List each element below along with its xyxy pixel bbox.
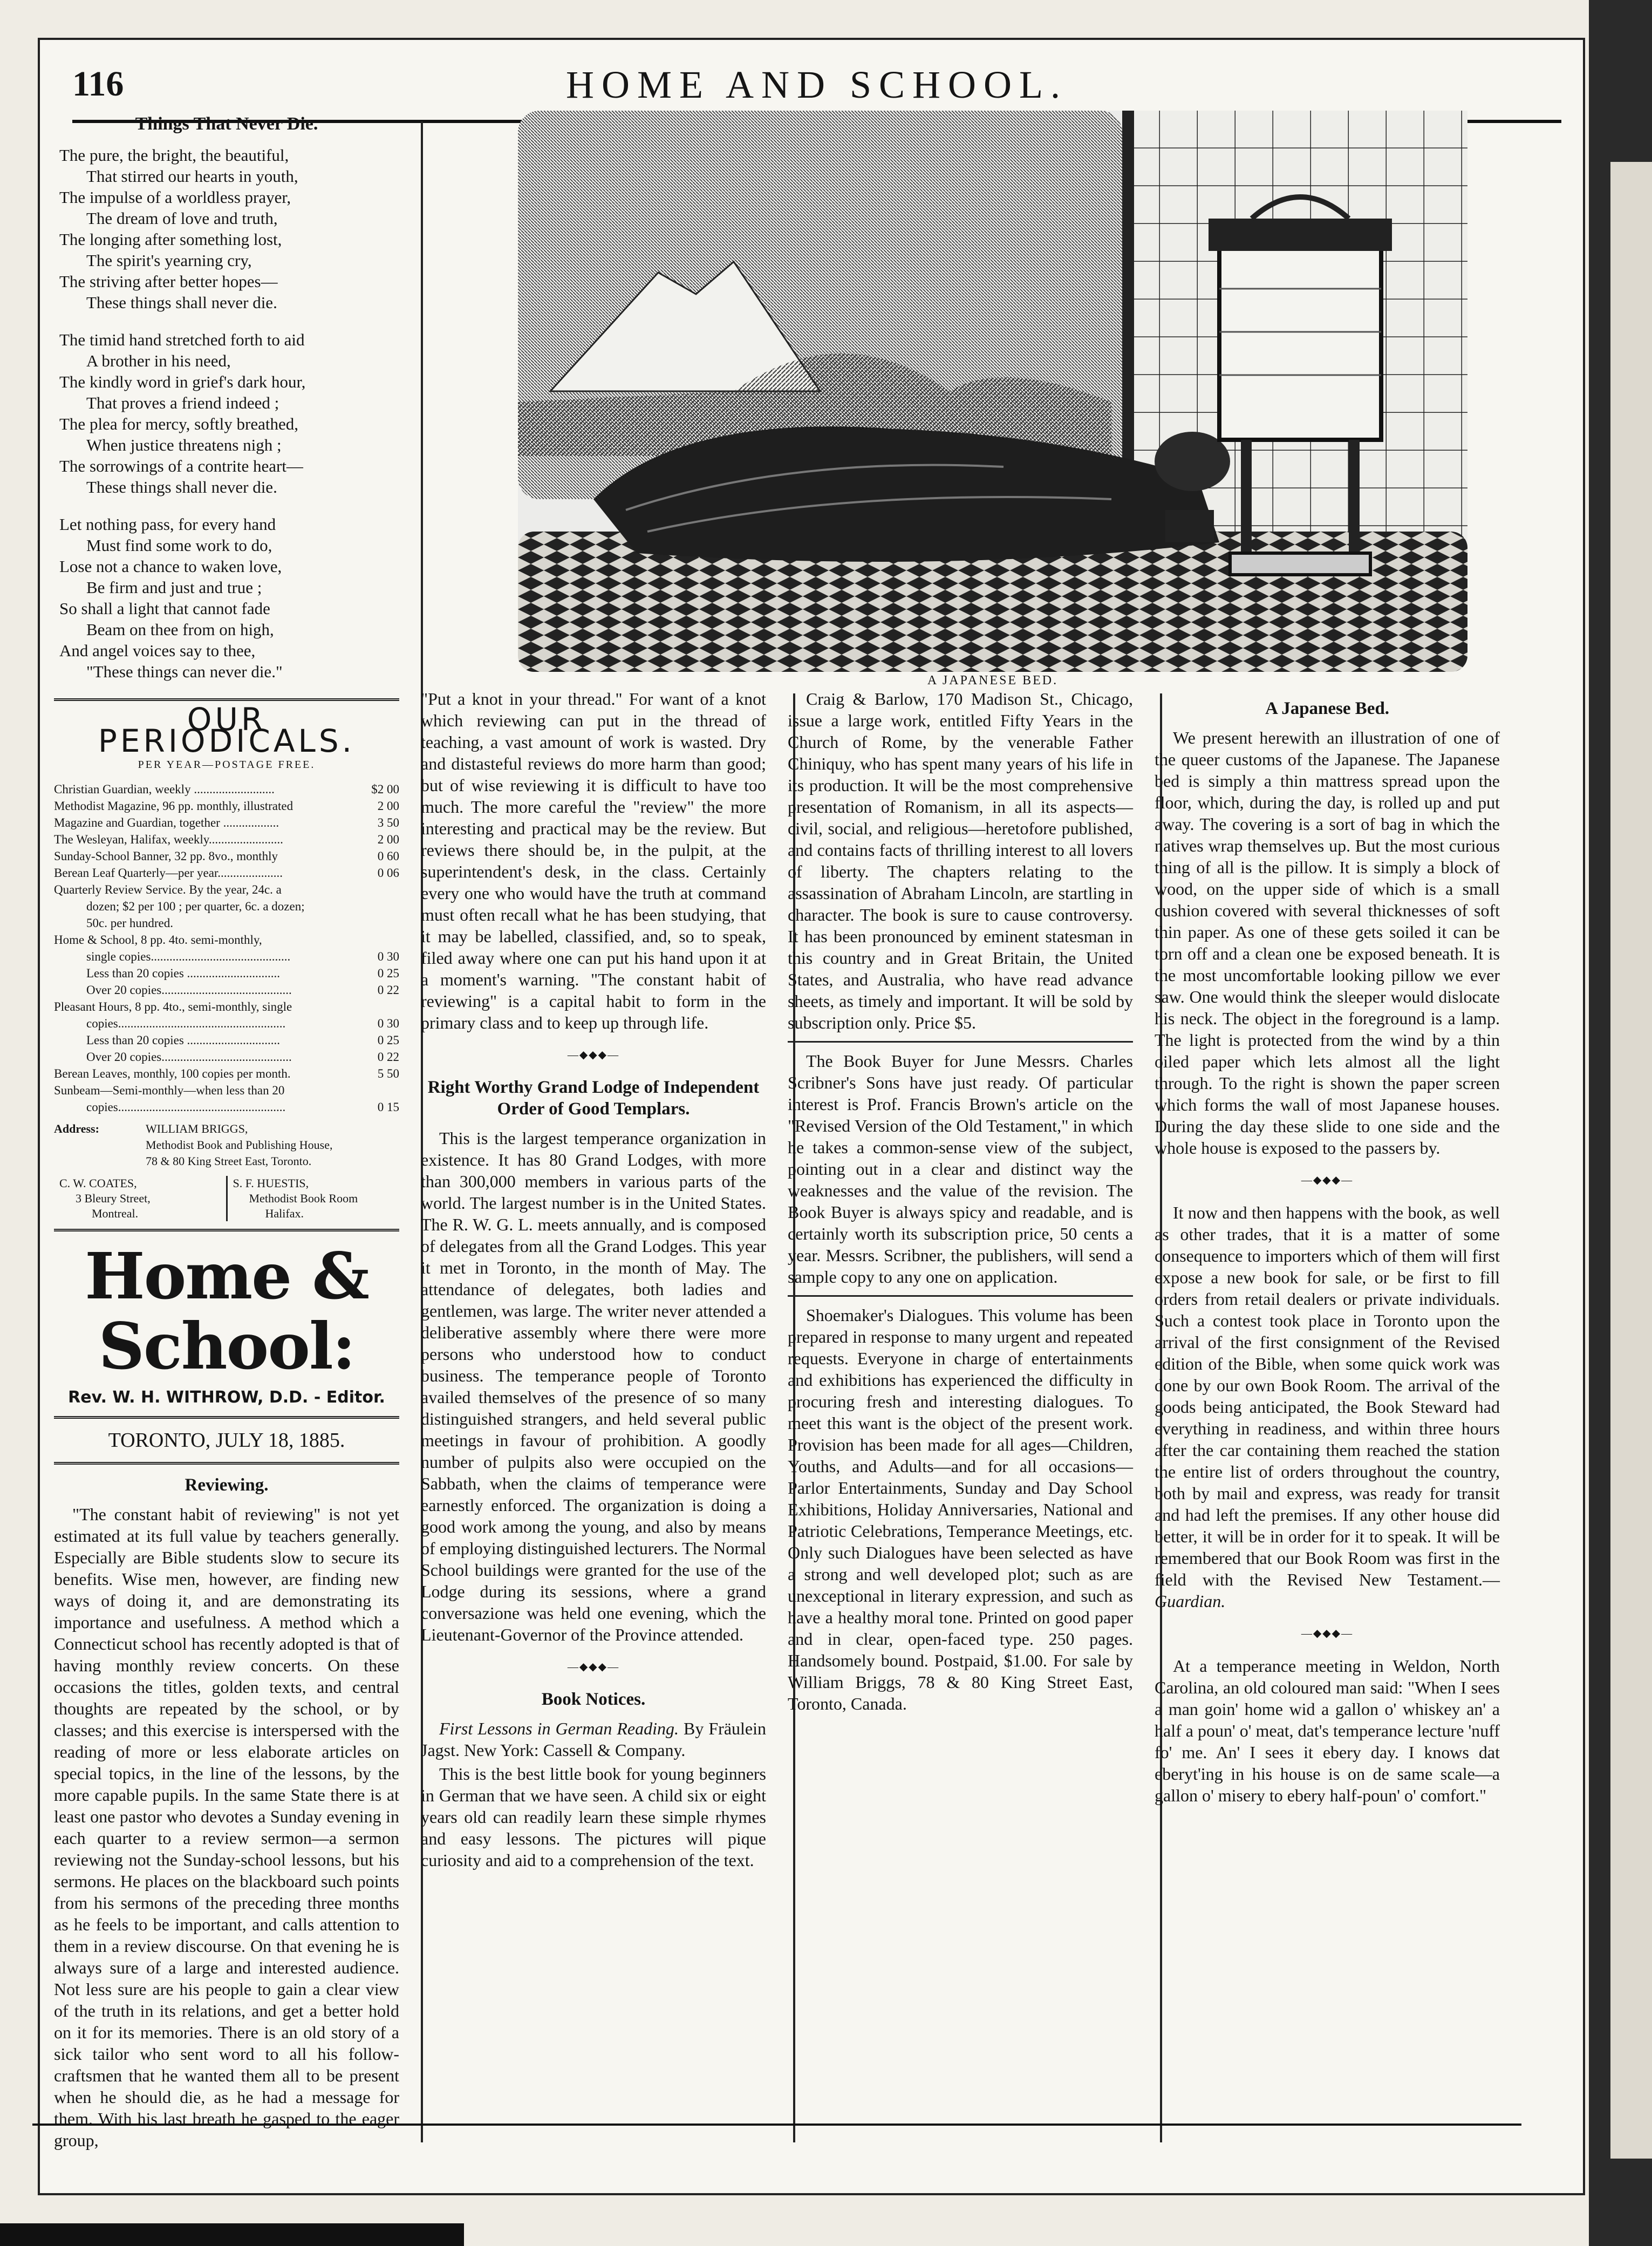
poem-line: A brother in his need, <box>86 351 231 370</box>
reviewing-paragraph-1: "The constant habit of reviewing" is not yet estimated at its full value by teachers generally. Especially are Bible students slow to secure its benefits. Wise men, however, are finding new ways of doing it, and are demonstrating its importance and usefulness. A method which a Connecticut school has recently adopted is that of having monthly review concerts. On these occasions the titles, golden texts, and central thoughts are repeated by the school, or by classes; and this exercise is interspersed with the reading of more or less elaborate articles on special topics, in the line of the lessons, by the more capable pupils. In the same State there is at least one pastor who devotes a Sunday evening in each quarter to a review sermon—a sermon reviewing not the Sunday-school lessons, but his sermons. He places on the blackboard such points from his sermons of the preceding three months as he feels to be important, and calls attention to them in a review discourse. On that evening he is always sure of a large and interested audience. Not less sure are his people to gain a clear view of the truth in its relations, and get a better hold on it for its memories. There is an old story of a sick tailor who sent word to all his follow-craftsmen that he wanted them all to be present when he should die, as he had a message for them. With his last breath he gasped to the eager group, <box>54 1505 399 2150</box>
periodical-item <box>54 848 399 865</box>
poem-line: The sorrowings of a contrite heart— <box>59 457 303 475</box>
divider <box>54 1229 399 1231</box>
periodical-price: 2 00 <box>377 833 399 846</box>
agent-line: S. F. HUESTIS, <box>233 1176 309 1190</box>
periodical-price <box>361 881 399 898</box>
book-buyer-notice: The Book Buyer for June Messrs. Charles Scribner's Sons have just ready. Of particular interest is Prof. Francis Brown's article on the "Revised Version of the Old Testament," in which he takes a common-sense view of the subject, pointing out in a clear and distinct way the weaknesses and the value of the revision. The Book Buyer is always spicy and readable, and is certainly worth its subscription price, 50 cents a year. Messrs. Scribner, the publishers, will send a sample copy to any one on application. <box>788 1051 1133 1287</box>
ornament: —◆◆◆— <box>1301 1628 1354 1639</box>
periodical-name: Less than 20 copies .............................. <box>86 967 281 980</box>
periodicals-list <box>54 781 399 1115</box>
periodical-name: copies...................................................... <box>86 1100 286 1114</box>
book-room-body <box>1155 1202 1500 1612</box>
periodical-name: Berean Leaf Quarterly—per year..................... <box>54 866 283 880</box>
divider <box>788 1041 1133 1043</box>
periodical-item <box>54 898 399 915</box>
poem-line: These things shall never die. <box>86 478 277 496</box>
first-lessons-title: First Lessons in German Reading. <box>439 1719 679 1738</box>
book-room-source: Guardian. <box>1155 1591 1226 1611</box>
masthead-title: Home & School: <box>85 1238 368 1384</box>
periodical-name: Berean Leaves, monthly, 100 copies per month. <box>54 1067 291 1080</box>
first-lessons-publisher: By Fräulein Jagst. New York: Cassell & Company. <box>421 1719 767 1760</box>
periodical-name: Christian Guardian, weekly .......................... <box>54 782 275 796</box>
periodical-item <box>54 1049 399 1065</box>
periodical-price: 3 50 <box>377 816 399 829</box>
periodical-price: 0 22 <box>377 1050 399 1064</box>
poem-line: The impulse of a worldless prayer, <box>59 188 291 207</box>
periodical-price: 5 50 <box>377 1067 399 1080</box>
periodical-price: 0 25 <box>377 967 399 980</box>
periodical-name: single copies............................................. <box>86 950 291 963</box>
periodical-name: Sunday-School Banner, 32 pp. 8vo., monthly <box>54 849 278 863</box>
poem-line: Be firm and just and true ; <box>86 578 262 597</box>
japanese-bed-body: We present herewith an illustration of one of the queer customs of the Japanese. The Japanese bed is simply a thin mattress spread upon the floor, which, during the day, is rolled up and put away. The covering is a sort of bag in which the natives wrap themselves up. But the most curious thing of all is the pillow. It is simply a block of wood, on the upper side of which is a small cushion covered with several thicknesses of soft thin paper. As one of these gets soiled it can be torn off and a clean one be exposed beneath. It is the most uncomfortable looking pillow we ever saw. One would think the sleeper would dislocate his neck. The object in the foreground is a lamp. The light is protected from the wind by a thin oiled paper which lets almost all the light through. To the right is shown the paper screen which forms the wall of most Japanese houses. During the day these slide to one side and the whole house is exposed to the passers by. <box>1155 728 1500 1158</box>
periodical-item <box>54 1099 399 1115</box>
periodical-name: Magazine and Guardian, together .................. <box>54 816 279 829</box>
periodical-price: 0 25 <box>377 1033 399 1047</box>
first-lessons-notice <box>421 1718 766 1761</box>
address-line: Methodist Book and Publishing House, <box>146 1138 333 1152</box>
periodical-name: Less than 20 copies .............................. <box>86 1033 281 1047</box>
poem-line: The dream of love and truth, <box>86 209 278 228</box>
periodical-item <box>54 998 399 1015</box>
book-room-text: It now and then happens with the book, as well as other trades, that it is a matter of some consequence to importers which of them will first expose a new book for sale, or be first to fill orders from retail dealers or private individuals. Such a contest took place in Toronto upon the arrival of the first consignment of the Revised edition of the Bible, when some quick work was done by our own Book Room. The arrival of the goods being anticipated, the Book Steward had everything in readiness, and within three hours after the car containing them reached the station the entire list of orders throughout the country, both by mail and express, was ready for transit and had left the premises. If any other house did better, it will be in order for it to speak. It will be remembered that our Book Room was first in the field with the Revised New Testament.— <box>1155 1203 1500 1589</box>
periodical-item <box>54 781 399 798</box>
poem-line: The plea for mercy, softly breathed, <box>59 414 298 433</box>
templars-title: Right Worthy Grand Lodge of Independent Order of Good Templars. <box>427 1078 760 1119</box>
agent-line: Montreal. <box>92 1207 139 1220</box>
page-title: HOME AND SCHOOL. <box>565 63 1068 106</box>
column-3 <box>788 688 1133 1717</box>
periodical-name: Methodist Magazine, 96 pp. monthly, illustrated <box>54 799 293 813</box>
periodical-item <box>54 1015 399 1032</box>
periodical-item <box>54 982 399 998</box>
periodical-price: 0 60 <box>377 849 399 863</box>
craig-barlow-notice: Craig & Barlow, 170 Madison St., Chicago, issue a large work, entitled Fifty Years in the Church of Rome, by the venerable Father Chiniquy, who has spent many years of his life in its production. It will be the most comprehensive presentation of Romanism, in all its aspects—civil, social, and religious—heretofore published, and contains facts of thrilling interest to all lovers of liberty. The chapters relating to the assassination of Abraham Lincoln, are startling in character. The book is sure to cause controversy. It has been pronounced by eminent statesman in this country and in Great Britain, the United States, and Australia, who have read advance sheets, as timely and important. It will be sold by subscription only. Price $5. <box>788 689 1133 1032</box>
periodical-name: Over 20 copies.......................................... <box>86 1050 292 1064</box>
address-label: Address: <box>54 1122 99 1135</box>
periodicals-subtitle: PER YEAR—POSTAGE FREE. <box>138 759 316 771</box>
poem-line: The pure, the bright, the beautiful, <box>59 146 289 165</box>
address-line: WILLIAM BRIGGS, <box>146 1122 248 1135</box>
poem-stanza <box>54 514 399 682</box>
periodical-price: 0 06 <box>377 866 399 880</box>
poem-line: The spirit's yearning cry, <box>86 251 252 270</box>
divider <box>788 1295 1133 1297</box>
periodical-price: 2 00 <box>377 799 399 813</box>
poem-line: These things shall never die. <box>86 293 277 312</box>
periodical-price <box>361 915 399 931</box>
periodical-price: 0 15 <box>377 1100 399 1114</box>
periodical-price: 0 22 <box>377 983 399 997</box>
periodical-item <box>54 1032 399 1049</box>
poem-stanza <box>54 329 399 498</box>
masthead-editor: Rev. W. H. WITHROW, D.D. - Editor. <box>68 1388 385 1407</box>
column-2 <box>421 688 766 1873</box>
poem-line: Let nothing pass, for every hand <box>59 515 276 534</box>
dateline: TORONTO, JULY 18, 1885. <box>108 1429 345 1452</box>
agents <box>54 1176 399 1221</box>
periodical-name: Quarterly Review Service. By the year, 24c. a <box>54 883 282 896</box>
column-1 <box>54 108 399 2153</box>
periodical-item <box>54 965 399 982</box>
poem <box>54 113 399 682</box>
periodical-price <box>361 1082 399 1099</box>
poem-line: So shall a light that cannot fade <box>59 599 270 618</box>
poem-line: "These things can never die." <box>86 662 283 681</box>
periodical-item <box>54 798 399 814</box>
periodical-item <box>54 881 399 898</box>
poem-line: That proves a friend indeed ; <box>86 393 279 412</box>
periodical-name: dozen; $2 per 100 ; per quarter, 6c. a dozen; <box>86 900 305 913</box>
poem-stanza <box>54 145 399 313</box>
divider <box>54 1462 399 1465</box>
agent-address <box>54 1176 228 1221</box>
poem-line: And angel voices say to thee, <box>59 641 256 660</box>
poem-line: The timid hand stretched forth to aid <box>59 330 305 349</box>
temperance-meeting-body: At a temperance meeting in Weldon, North Carolina, an old coloured man said: "When I sees a man goin' home wid a gallon o' whiskey an' a half a poun' o' meat, dat's temperance lecture 'nuff fo' me. An' I sees it ebery day. I knows dat eberyt'ing in his house is on de same scale—a gallon o' misery to ebery half-poun' o' comfort." <box>1155 1656 1500 1805</box>
periodical-price: $2 00 <box>371 782 399 796</box>
periodical-name: 50c. per hundred. <box>86 916 173 930</box>
reviewing-title: Reviewing. <box>185 1475 269 1495</box>
ornament: —◆◆◆— <box>567 1661 620 1673</box>
periodical-price: 0 30 <box>377 1017 399 1030</box>
periodicals-title: OUR PERIODICALS. <box>98 701 356 759</box>
illustration-caption: A JAPANESE BED. <box>927 673 1059 688</box>
poem-line: The striving after better hopes— <box>59 272 278 291</box>
japanese-bed-illustration <box>518 111 1467 672</box>
periodicals-box <box>54 701 399 1221</box>
reviewing-paragraph-2: "Put a knot in your thread." For want of a knot which reviewing can put in the thread of teaching, a vast amount of work is wasted. Dry and distasteful reviews do more harm than good; but of wise reviewing it is difficult to have too much. The more careful the "review" the more interesting and practical may be the review. But reviews there should be, in the pulpit, at the superintendent's desk, in the class. Certainly every one who would have the truth at command must often recall what he has been studying, that it may be labelled, classified, and, so to speak, filed away where one can put his hand upon it at a moment's warning. "The constant habit of reviewing" is a capital habit to form in the primary class and to keep up through life. <box>421 689 766 1032</box>
periodical-item <box>54 915 399 931</box>
agent-line: Methodist Book Room <box>249 1192 358 1205</box>
poem-title: Things That Never Die. <box>135 114 318 134</box>
periodical-price <box>361 898 399 915</box>
periodical-item <box>54 814 399 831</box>
shoemaker-notice: Shoemaker's Dialogues. This volume has been prepared in response to many urgent and repeated requests. Everyone in charge of entertainments and exhibitions has experienced the difficulty in procuring fresh and interesting dialogues. To meet this want is the object of the present work. Provision has been made for all ages—Children, Youths, and Adults—and for all occasions—Parlor Entertainments, Sunday and Day School Exhibitions, Holiday Anniversaries, National and Patriotic Celebrations, Temperance Meetings, etc. Only such Dialogues have been selected as have a strong and well developed plot; such as are unexceptional in literary expression, and such as have a healthy moral tone. Printed on good paper and in clear, open-faced type. 250 pages. Handsomely bound. Postpaid, $1.00. For sale by William Briggs, 78 & 80 King Street East, Toronto, Canada. <box>788 1305 1133 1713</box>
column-4 <box>1155 688 1500 1808</box>
ornament: —◆◆◆— <box>1301 1174 1354 1186</box>
periodicals-address <box>54 1121 399 1169</box>
poem-line: When justice threatens nigh ; <box>86 435 282 454</box>
agent-line: Halifax. <box>265 1207 304 1220</box>
periodical-name: Sunbeam—Semi-monthly—when less than 20 <box>54 1084 285 1097</box>
page-number: 116 <box>72 64 124 104</box>
poem-line: Beam on thee from on high, <box>86 620 274 639</box>
japanese-bed-title: A Japanese Bed. <box>1265 699 1390 718</box>
periodical-name: Home & School, 8 pp. 4to. semi-monthly, <box>54 933 262 947</box>
first-lessons-body: This is the best little book for young beginners in German that we have seen. A child six or eight years old can readily learn these simple rhymes and easy lessons. The pictures will pique curiosity and aid to a comprehension of the text. <box>421 1764 766 1870</box>
poem-line: Must find some work to do, <box>86 536 272 555</box>
agent-line: 3 Bleury Street, <box>76 1192 151 1205</box>
periodical-price <box>361 931 399 948</box>
periodical-name: Pleasant Hours, 8 pp. 4to., semi-monthly, single <box>54 1000 292 1013</box>
adjacent-page-edge <box>1610 162 1652 2159</box>
periodical-item <box>54 1082 399 1099</box>
poem-line: The kindly word in grief's dark hour, <box>59 372 306 391</box>
poem-line: The longing after something lost, <box>59 230 282 249</box>
agent-line: C. W. COATES, <box>59 1176 137 1190</box>
periodical-item <box>54 831 399 848</box>
address-lines <box>54 1121 399 1169</box>
bottom-rule <box>32 2124 1521 2126</box>
periodical-item <box>54 948 399 965</box>
scan-edge-bar <box>0 2223 464 2246</box>
periodical-price: 0 30 <box>377 950 399 963</box>
ornament: —◆◆◆— <box>567 1049 620 1061</box>
periodical-name: Over 20 copies.......................................... <box>86 983 292 997</box>
book-notices-title: Book Notices. <box>541 1690 646 1709</box>
poem-line: Lose not a chance to waken love, <box>59 557 282 576</box>
poem-line: That stirred our hearts in youth, <box>86 167 298 186</box>
periodical-item <box>54 1065 399 1082</box>
periodical-item <box>54 931 399 948</box>
templars-body: This is the largest temperance organization in existence. It has 80 Grand Lodges, with more than 300,000 members in various parts of the world. The largest number is in the United States. The R. W. G. L. meets annually, and is composed of delegates from all the Grand Lodges. This year it met in Toronto, in the month of May. The attendance of delegates, both ladies and gentlemen, was large. The writer never attended a deliberative assembly where there were more persons who understood how to conduct business. The temperance people of Toronto availed themselves of the presence of so many distinguished strangers, and held several public meetings in favour of prohibition. A goodly number of pulpits also were occupied on the Sabbath, when the claims of temperance were earnestly enforced. The organization is doing a good work among the young, and also by means of employing distinguished lecturers. The Normal School buildings were granted for the use of the Lodge during its sessions, where a grand conversazione was held one evening, which the Lieutenant-Governor of the Province attended. <box>421 1128 766 1644</box>
periodical-name: copies...................................................... <box>86 1017 286 1030</box>
poem-stanzas <box>54 145 399 682</box>
agent-address <box>228 1176 400 1221</box>
address-line: 78 & 80 King Street East, Toronto. <box>146 1154 312 1168</box>
periodical-item <box>54 865 399 881</box>
divider <box>54 1416 399 1419</box>
periodical-name: The Wesleyan, Halifax, weekly........................ <box>54 833 283 846</box>
periodical-price <box>361 998 399 1015</box>
